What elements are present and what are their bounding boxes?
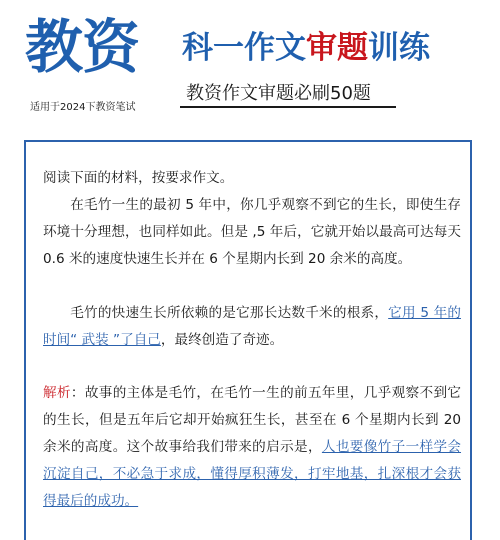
analysis-paragraph (43, 380, 461, 515)
applicability-note: 适用于2024下教资笔试 (30, 102, 136, 113)
paragraph-2-end: ，最终创造了奇迹。 (160, 332, 284, 348)
paragraph-2-highlight: 它用 5 年的时间“ 武装 ”了自己 (43, 305, 461, 348)
page-title (182, 30, 430, 66)
intro-text: 阅读下面的材料，按要求作文。 (43, 170, 234, 186)
material-paragraph-1: 在毛竹一生的最初 5 年中，你几乎观察不到它的生长，即使生存环境十分理想，也同样如此。但是 ,5 年后，它就开始以最高可达每天 0.6 米的速度快速生长并在 6 个星期内长到 20 余米的高度。 (43, 197, 461, 267)
subtitle: 教资作文审题必刷50题 (186, 83, 371, 104)
material-paragraph-2 (43, 300, 461, 354)
paragraph-2-start: 毛竹的快速生长所依赖的是它那长达数千米的根系， (70, 305, 389, 321)
analysis-text: ：故事的主体是毛竹，在毛竹一生的前五年里，几乎观察不到它的生长，但是五年后它却开始疯狂生长，甚至在 6 个星期内长到 20 余米的高度。这个故事给我们带来的启示是， (43, 385, 461, 455)
title-highlight: 审题 (306, 30, 368, 66)
brand-logo: 教资 (25, 13, 140, 81)
title-prefix: 科一作文 (182, 30, 306, 66)
title-suffix: 训练 (368, 30, 430, 66)
analysis-label: 解析 (43, 385, 71, 401)
analysis-highlight: 人也要像竹子一样学会沉淀自己，不必急于求成，懂得厚积薄发，打牢地基，扎深根才会获得最后的成功。 (43, 439, 462, 509)
header (0, 0, 500, 125)
